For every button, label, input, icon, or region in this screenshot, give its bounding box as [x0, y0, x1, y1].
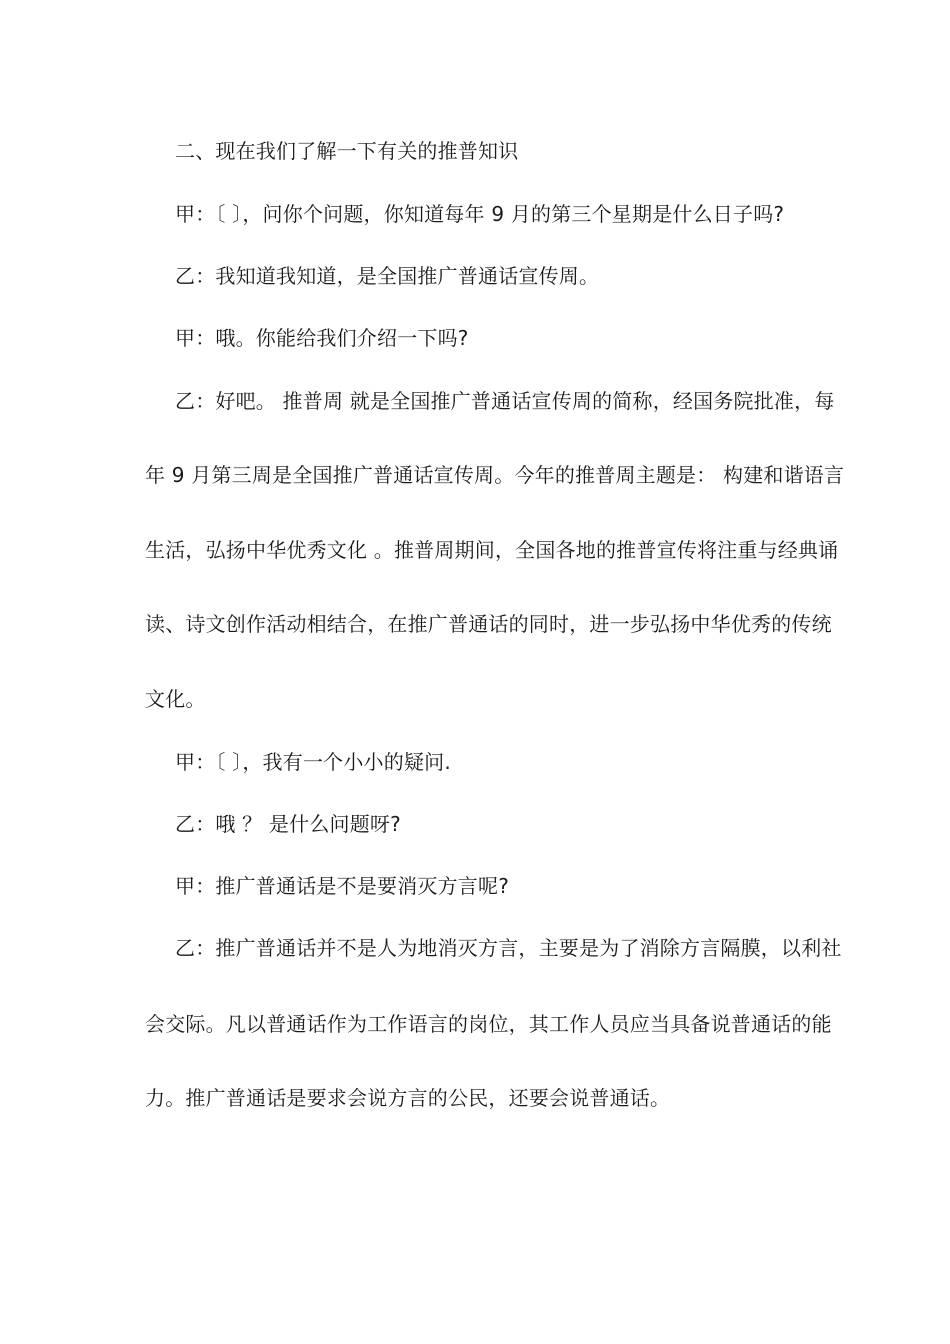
dialogue-line: 甲：〔 〕，我有一个小小的疑问. [175, 750, 451, 774]
dialogue-line: 甲：〔 〕，问你个问题，你知道每年 9 月的第三个星期是什么日子吗? [175, 202, 785, 226]
section-heading: 二、现在我们了解一下有关的推普知识 [175, 139, 519, 163]
paragraph-line: 文化。 [145, 687, 206, 711]
paragraph-line: 读、诗文创作活动相结合，在推广普通话的同时，进一步弘扬中华优秀的传统 [145, 612, 832, 636]
dialogue-line: 乙：哦 ？ 是什么问题呀? [175, 812, 401, 836]
dialogue-line: 甲：推广普通话是不是要消灭方言呢? [175, 874, 510, 898]
paragraph-line: 生活，弘扬中华优秀文化 。推普周期间，全国各地的推普宣传将注重与经典诵 [145, 538, 839, 562]
dialogue-line: 乙：好吧。 推普周 就是全国推广普通话宣传周的简称，经国务院批准，每 [175, 389, 835, 413]
dialogue-line: 乙：推广普通话并不是人为地消灭方言，主要是为了消除方言隔膜，以利社 [175, 936, 842, 960]
dialogue-line: 乙：我知道我知道，是全国推广普通话宣传周。 [175, 264, 600, 288]
paragraph-line: 力。推广普通话是要求会说方言的公民，还要会说普通话。 [145, 1086, 671, 1110]
paragraph-line: 会交际。凡以普通话作为工作语言的岗位，其工作人员应当具备说普通话的能 [145, 1012, 832, 1036]
dialogue-line: 甲：哦。你能给我们介绍一下吗? [175, 326, 469, 350]
paragraph-line: 年 9 月第三周是全国推广普通话宣传周。今年的推普周主题是： 构建和谐语言 [145, 463, 845, 487]
